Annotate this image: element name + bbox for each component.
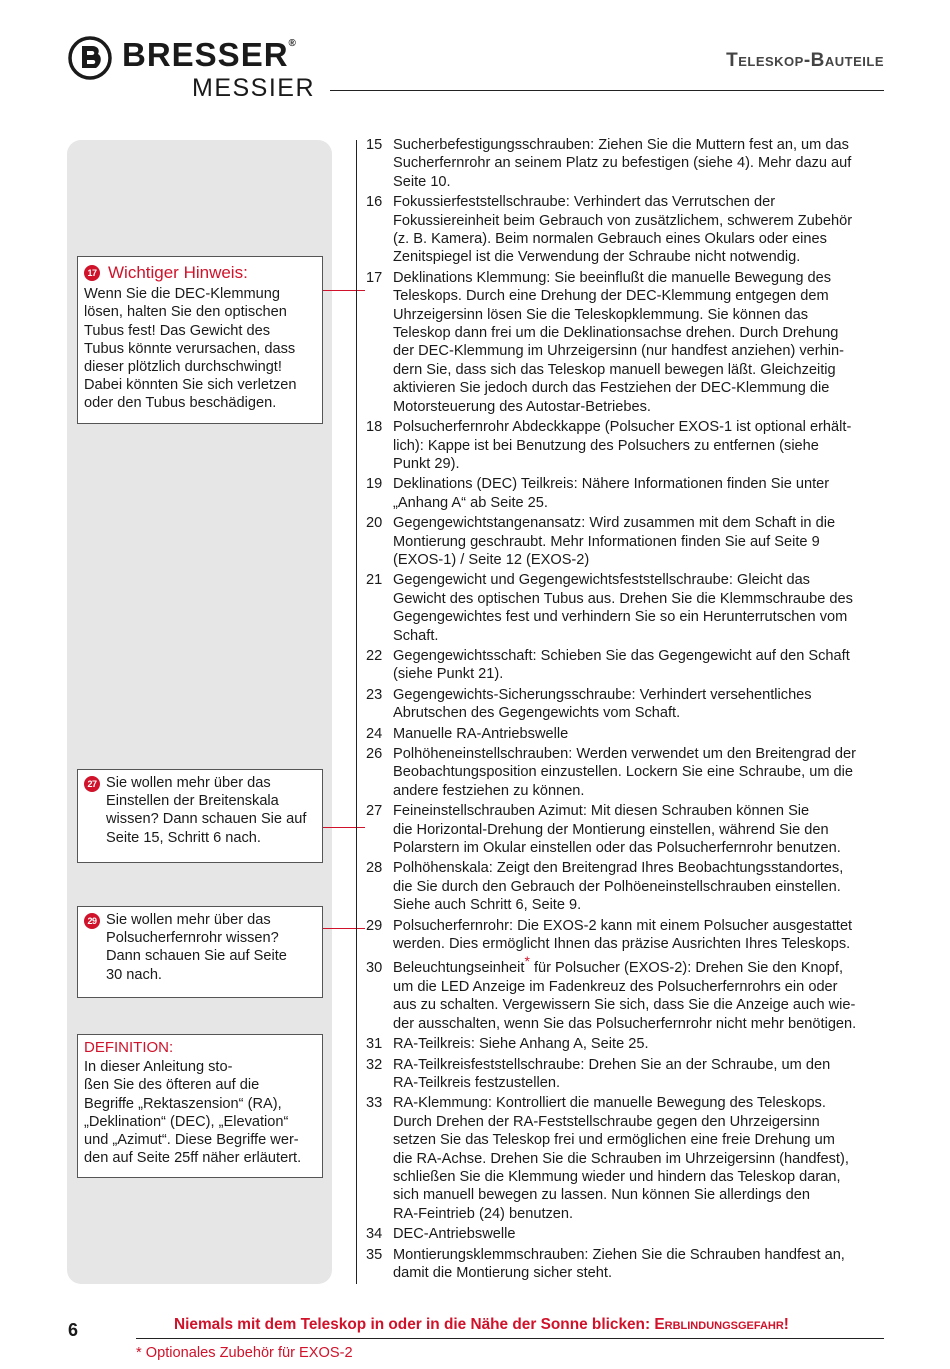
item-text (393, 647, 886, 684)
definition-line: und „Azimut“. Diese Begriffe wer- (84, 1132, 299, 1149)
item-line: (z. B. Kamera). Beim normalen Gebrauch eines Okulars oder eines (393, 231, 827, 248)
item-line: die Horizontal-Drehung der Montierung einstellen, während Sie den (393, 821, 829, 838)
note-line: Tubus fest! Das Gewicht des (84, 322, 271, 339)
item-line: andere festziehen zu können. (393, 782, 585, 799)
item-line: schließen Sie die Klemmung wieder und hindern das Teleskop daran, (393, 1168, 841, 1185)
item-line: Zenitspiegel ist die Verwendung der Schraube nicht notwendig. (393, 249, 801, 266)
note-number-badge: 17 (84, 265, 100, 281)
note-line: Polsucherfernrohr wissen? (106, 930, 279, 947)
item-text (393, 1094, 886, 1223)
item-number: 27 (366, 803, 383, 820)
optional-star-marker: * (524, 953, 530, 970)
item-line: der DEC-Klemmung im Uhrzeigersinn (nur handfest anziehen) verhin- (393, 343, 844, 360)
item-line: die Sie durch den Gebrauch der Polhöeneinstellschrauben einstellen. (393, 878, 841, 895)
column-divider (356, 140, 357, 1284)
list-item (366, 917, 886, 954)
item-text (393, 136, 886, 191)
note-connector-line (323, 827, 365, 828)
item-line: Schaft. (393, 627, 439, 644)
item-text (393, 745, 886, 800)
note-line: wissen? Dann schauen Sie auf (106, 811, 307, 828)
note-27-body (106, 774, 306, 847)
warning-caps-text: Erblindungsgefahr! (654, 1316, 789, 1333)
item-line: Uhrzeigersinn lösen Sie die Teleskopklemmung. Sie können das (393, 306, 809, 323)
item-text (393, 1056, 886, 1093)
page-number: 6 (68, 1320, 79, 1340)
list-item (366, 1056, 886, 1093)
item-line: lich): Kappe ist bei Benutzung des Polsuchers zu entfernen (siehe (393, 437, 819, 454)
item-line: Gegengewicht und Gegengewichtsfeststellschraube: Gleicht das (393, 572, 810, 589)
item-text-part: für Polsucher (EXOS-2): Drehen Sie den Knopf, (529, 960, 844, 977)
note-line: Dabei könnten Sie sich verletzen (84, 377, 297, 394)
item-line: Deklinations (DEC) Teilkreis: Nähere Informationen finden Sie unter (393, 476, 830, 493)
item-line: Siehe auch Schritt 6, Seite 9. (393, 897, 582, 914)
note-line: Einstellen der Breitenskala (106, 793, 279, 810)
item-number: 34 (366, 1226, 383, 1243)
footer-divider (136, 1338, 884, 1339)
item-text-part: Beleuchtungseinheit (393, 960, 525, 977)
list-item (366, 1225, 886, 1243)
item-line: um die LED Anzeige im Fadenkreuz des Polsucherfernrohrs ein oder (393, 978, 838, 995)
important-note-body (84, 285, 316, 412)
note-connector-line (323, 290, 365, 291)
note-line: Seite 15, Schritt 6 nach. (106, 829, 261, 846)
note-title-text: Wichtiger Hinweis: (108, 263, 248, 282)
item-text (393, 953, 886, 1033)
bresser-logo (68, 30, 328, 102)
item-number: 32 (366, 1056, 383, 1073)
note-line: oder den Tubus beschädigen. (84, 395, 277, 412)
item-text (393, 475, 886, 512)
item-number: 20 (366, 515, 383, 532)
note-line: Sie wollen mehr über das (106, 775, 271, 791)
item-line: DEC-Antriebswelle (393, 1226, 516, 1243)
item-line: RA-Feintrieb (24) benutzen. (393, 1205, 574, 1222)
section-title: Teleskop-Bauteile (726, 50, 884, 71)
note-line: Wenn Sie die DEC-Klemmung (84, 286, 281, 303)
item-number: 35 (366, 1246, 383, 1263)
list-item (366, 193, 886, 267)
list-item (366, 475, 886, 512)
item-line: Polhöheneinstellschrauben: Werden verwendet um den Breitengrad der (393, 746, 856, 762)
item-line: aus zu schalten. Vergewissern Sie sich, dass Sie die Anzeige auch wie- (393, 997, 856, 1014)
list-item (366, 136, 886, 191)
item-line: Gegengewichtstangenansatz: Wird zusammen mit dem Schaft in die (393, 515, 836, 532)
item-line: Abrutschen des Gegengewichts vom Schaft. (393, 705, 681, 722)
footnote-star: * (136, 1345, 142, 1361)
note-line: dieser plötzlich durchschwingt! (84, 359, 282, 376)
definition-line: Begriffe „Rektaszension“ (RA), (84, 1095, 282, 1112)
note-29 (77, 906, 323, 998)
item-line: Gegengewichtes fest und verhindern Sie so ein Herunterrutschen vom (393, 609, 848, 626)
item-line: setzen Sie das Teleskop frei und ermöglichen eine freie Drehung um (393, 1132, 835, 1149)
item-line (393, 953, 886, 977)
item-line: Gewicht des optischen Tubus aus. Drehen Sie die Klemmschraube des (393, 590, 853, 607)
item-line: RA-Klemmung: Kontrolliert die manuelle Bewegung des Teleskops. (393, 1095, 826, 1112)
note-number-badge: 27 (84, 776, 100, 792)
item-line: Polsucherfernrohr: Die EXOS-2 kann mit einem Polsucher ausgestattet (393, 917, 853, 934)
definition-line: ßen Sie des öfteren auf die (84, 1077, 260, 1094)
definition-line: „Deklination“ (DEC), „Elevation“ (84, 1113, 289, 1130)
item-line: aktivieren Sie jedoch durch das Festziehen der DEC-Klemmung die (393, 380, 830, 397)
definition-box (77, 1034, 323, 1178)
item-text (393, 686, 886, 723)
item-number: 33 (366, 1095, 383, 1112)
item-line: Sucherfernrohr an seinem Platz zu befestigen (siehe 4). Mehr dazu auf (393, 155, 852, 172)
item-line: Polhöhenskala: Zeigt den Breitengrad Ihres Beobachtungsstandortes, (393, 860, 844, 877)
item-text (393, 917, 886, 954)
list-item (366, 802, 886, 857)
item-line: werden. Dies ermöglicht Ihnen das präzise Ausrichten Ihres Teleskops. (393, 936, 851, 953)
footnote (136, 1345, 353, 1361)
list-item (366, 686, 886, 723)
item-line: RA-Teilkreis festzustellen. (393, 1074, 561, 1091)
warning-text: Niemals mit dem Teleskop in oder in die Nähe der Sonne blicken: (174, 1316, 655, 1333)
sub-brand: MESSIER (192, 74, 316, 102)
item-line: Beobachtungsposition einzustellen. Lockern Sie eine Schraube, um die (393, 764, 854, 781)
list-item (366, 647, 886, 684)
item-line: (EXOS-1) / Seite 12 (EXOS-2) (393, 551, 590, 568)
item-line: Polarstern im Okular einstellen oder das Polsucherfernrohr benutzen. (393, 840, 841, 857)
note-line: lösen, halten Sie den optischen (84, 304, 287, 321)
item-line: Gegengewichtsschaft: Schieben Sie das Gegengewicht auf den Schaft (393, 647, 850, 664)
item-text (393, 1225, 886, 1243)
note-line: Sie wollen mehr über das (106, 912, 271, 928)
item-text (393, 802, 886, 857)
item-text (393, 1035, 886, 1053)
item-number: 17 (366, 269, 383, 286)
item-line: RA-Teilkreisfeststellschraube: Drehen Sie an der Schraube, um den (393, 1056, 831, 1073)
note-line: Dann schauen Sie auf Seite (106, 948, 287, 965)
list-item (366, 953, 886, 1033)
note-connector-line (323, 928, 365, 929)
item-line: dern Sie, dass sich das Teleskop manuell bewegen läßt. Gleichzeitig (393, 361, 836, 378)
parts-list (366, 136, 886, 1284)
item-line: Feineinstellschrauben Azimut: Mit diesen Schrauben können Sie (393, 803, 810, 820)
item-line: (siehe Punkt 21). (393, 666, 504, 683)
item-number: 18 (366, 419, 383, 436)
item-line: Punkt 29). (393, 455, 460, 472)
definition-line: In dieser Anleitung sto- (84, 1059, 233, 1076)
definition-title: DEFINITION: (84, 1039, 174, 1056)
item-number: 30 (366, 960, 383, 977)
list-item (366, 269, 886, 416)
item-number: 16 (366, 194, 383, 211)
item-text (393, 269, 886, 416)
item-text (393, 571, 886, 645)
item-line: Fokussiereinheit beim Gebrauch von zusätzlichem, schwerem Zubehör (393, 212, 853, 229)
list-item (366, 571, 886, 645)
item-line: RA-Teilkreis: Siehe Anhang A, Seite 25. (393, 1036, 649, 1053)
note-line: Tubus könnte verursachen, dass (84, 340, 296, 357)
item-number: 26 (366, 746, 383, 762)
definition-line: den auf Seite 25ff näher erläutert. (84, 1150, 302, 1167)
item-line: Montierung geschraubt. Mehr Informationen finden Sie auf Seite 9 (393, 533, 820, 550)
item-number: 23 (366, 686, 383, 703)
item-text (393, 514, 886, 569)
list-item (366, 1246, 886, 1283)
item-number: 15 (366, 137, 383, 153)
item-text (393, 418, 886, 473)
item-number: 19 (366, 476, 383, 493)
item-line: der ausschalten, wenn Sie das Polsucherfernrohr nicht mehr benötigen. (393, 1015, 857, 1032)
item-line: Montierungsklemmschrauben: Ziehen Sie die Schrauben handfest an, (393, 1246, 845, 1263)
item-line: Manuelle RA-Antriebswelle (393, 725, 569, 742)
list-item (366, 418, 886, 473)
item-number: 31 (366, 1036, 383, 1053)
footnote-text: Optionales Zubehör für EXOS-2 (141, 1345, 353, 1361)
list-item (366, 725, 886, 743)
item-number: 24 (366, 725, 383, 742)
note-line: 30 nach. (106, 966, 162, 983)
list-item (366, 1035, 886, 1053)
list-item (366, 859, 886, 914)
list-item (366, 514, 886, 569)
item-number: 29 (366, 917, 383, 934)
item-line: die RA-Achse. Drehen Sie die Schrauben im Uhrzeigersinn (handfest), (393, 1150, 849, 1167)
item-number: 21 (366, 572, 383, 589)
item-line: Durch Drehen der RA-Feststellschraube gegen den Uhrzeigersinn (393, 1113, 820, 1130)
note-29-body (106, 911, 287, 984)
item-text (393, 1246, 886, 1283)
item-text (393, 725, 886, 743)
important-note-title (84, 264, 316, 282)
item-line: sich manuell bewegen zu lassen. Nun können Sie allerdings den (393, 1187, 810, 1204)
item-line: Teleskop dann frei um die Deklinationsachse drehen. Durch Drehung (393, 325, 839, 342)
list-item (366, 745, 886, 800)
item-line: Seite 10. (393, 173, 451, 190)
item-line: Fokussierfeststellschraube: Verhindert das Verrutschen der (393, 194, 776, 211)
item-line: Sucherbefestigungsschrauben: Ziehen Sie die Muttern fest an, um das (393, 137, 849, 153)
item-number: 28 (366, 860, 383, 877)
item-line: Deklinations Klemmung: Sie beeinflußt die manuelle Bewegung des (393, 269, 832, 286)
item-line: damit die Montierung sicher steht. (393, 1264, 613, 1281)
note-27 (77, 769, 323, 863)
item-line: Gegengewichts-Sicherungsschraube: Verhindert versehentliches (393, 686, 812, 703)
sun-warning (174, 1316, 789, 1334)
header-divider (330, 90, 884, 91)
important-note (77, 256, 323, 424)
bresser-b-icon (68, 36, 112, 80)
list-item (366, 1094, 886, 1223)
item-line: Teleskops. Durch eine Drehung der DEC-Klemmung entgegen dem (393, 288, 829, 305)
note-number-badge: 29 (84, 913, 100, 929)
item-line: Polsucherfernrohr Abdeckkappe (Polsucher EXOS-1 ist optional erhält- (393, 419, 852, 436)
item-line: „Anhang A“ ab Seite 25. (393, 494, 548, 511)
brand-name: BRESSER® (122, 36, 297, 73)
item-text (393, 859, 886, 914)
item-text (393, 193, 886, 267)
item-line: Motorsteuerung des Autostar-Betriebes. (393, 398, 651, 415)
item-number: 22 (366, 647, 383, 664)
